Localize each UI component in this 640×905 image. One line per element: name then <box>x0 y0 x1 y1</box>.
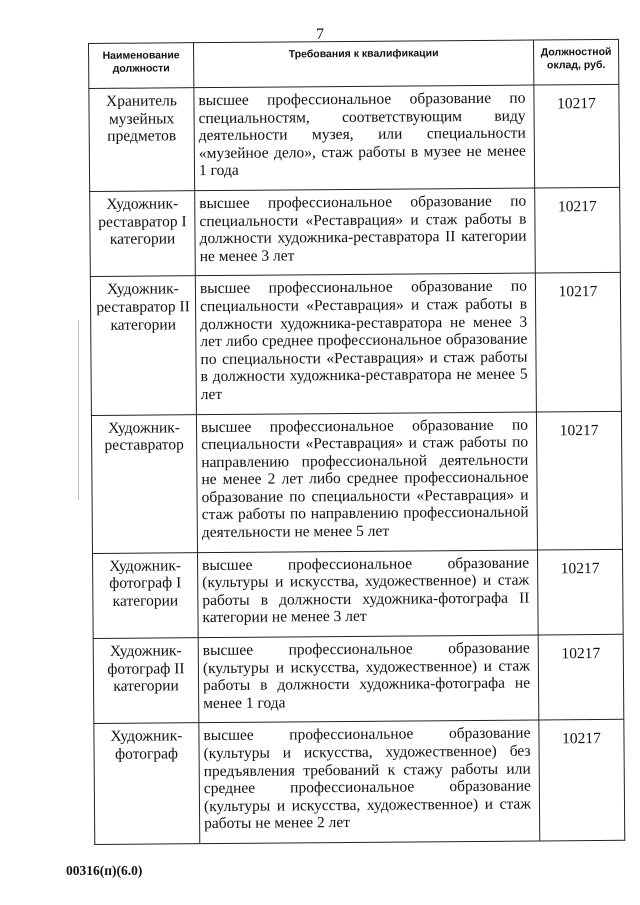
salary-cell: 10217 <box>537 549 623 635</box>
requirements-cell: высшее профессиональное образование по специальности «Реставрация» и стаж работы по направлению профессиональной деятельности не менее 2 лет либо среднее профессиональное образование по специальности «Реставрация» и стаж работы по направлению профессиональной деятельности не менее 5 лет <box>196 411 537 552</box>
document-code: 00316(п)(6.0) <box>66 863 143 878</box>
header-position: Наименование должности <box>89 43 194 89</box>
salary-cell: 10217 <box>534 84 620 188</box>
table-row <box>94 720 625 845</box>
requirements-cell: высшее профессиональное образование (культуры и искусства, художественное) без предъявления требований к стажу работы или среднее профессиональное образование (культуры и искусства, художественное) и стаж работы не менее 2 лет <box>199 720 540 843</box>
salary-cell: 10217 <box>535 273 621 412</box>
position-cell: Художник-реставратор II категории <box>90 276 196 415</box>
table-row <box>90 273 621 415</box>
requirements-cell: высшее профессиональное образование (культуры и искусства, художественное) и стаж работы в должности художника-фотографа не менее 1 года <box>198 635 539 723</box>
salary-cell: 10217 <box>539 720 625 841</box>
scan-margin-mark <box>78 320 79 500</box>
position-cell: Художник-реставратор <box>91 414 197 553</box>
requirements-cell: высшее профессиональное образование по специальности «Реставрация» и стаж работы в должности художника-реставратора II категории не менее 3 лет <box>195 188 536 276</box>
table-row <box>93 549 624 639</box>
header-requirements: Требования к квалификации <box>194 40 534 88</box>
table-row <box>90 187 621 277</box>
table-row <box>91 411 622 553</box>
requirements-cell: высшее профессиональное образование (культуры и искусства, художественное) и стаж работы в должности художника-фотографа II категории не менее 3 лет <box>198 550 539 638</box>
position-cell: Художник-реставратор I категории <box>90 191 196 277</box>
salary-cell: 10217 <box>536 411 622 550</box>
table-row <box>89 84 620 191</box>
position-cell: Хранитель музейных предметов <box>89 88 195 192</box>
salary-cell: 10217 <box>535 187 621 273</box>
position-cell: Художник-фотограф I категории <box>93 552 199 638</box>
requirements-cell: высшее профессиональное образование по специальности «Реставрация» и стаж работы в должности художника-реставратора не менее 3 лет либо среднее профессиональное образование по специальности «Реставрация» и стаж работы в должности художника-реставратора не менее 5 лет <box>195 273 536 414</box>
qualification-table-container <box>88 39 624 845</box>
requirements-cell: высшее профессиональное образование по специальностям, соответствующим виду деятельности музея, или специальности «музейное дело», стаж работы в музее не менее 1 года <box>194 85 535 191</box>
table-header-row <box>89 39 619 88</box>
page-number: 7 <box>316 26 324 43</box>
position-cell: Художник-фотограф II категории <box>93 638 199 724</box>
header-salary: Должностной оклад, руб. <box>533 39 618 85</box>
salary-cell: 10217 <box>538 634 624 720</box>
position-cell: Художник-фотограф <box>94 723 200 844</box>
qualification-table <box>88 39 625 845</box>
table-row <box>93 634 624 724</box>
